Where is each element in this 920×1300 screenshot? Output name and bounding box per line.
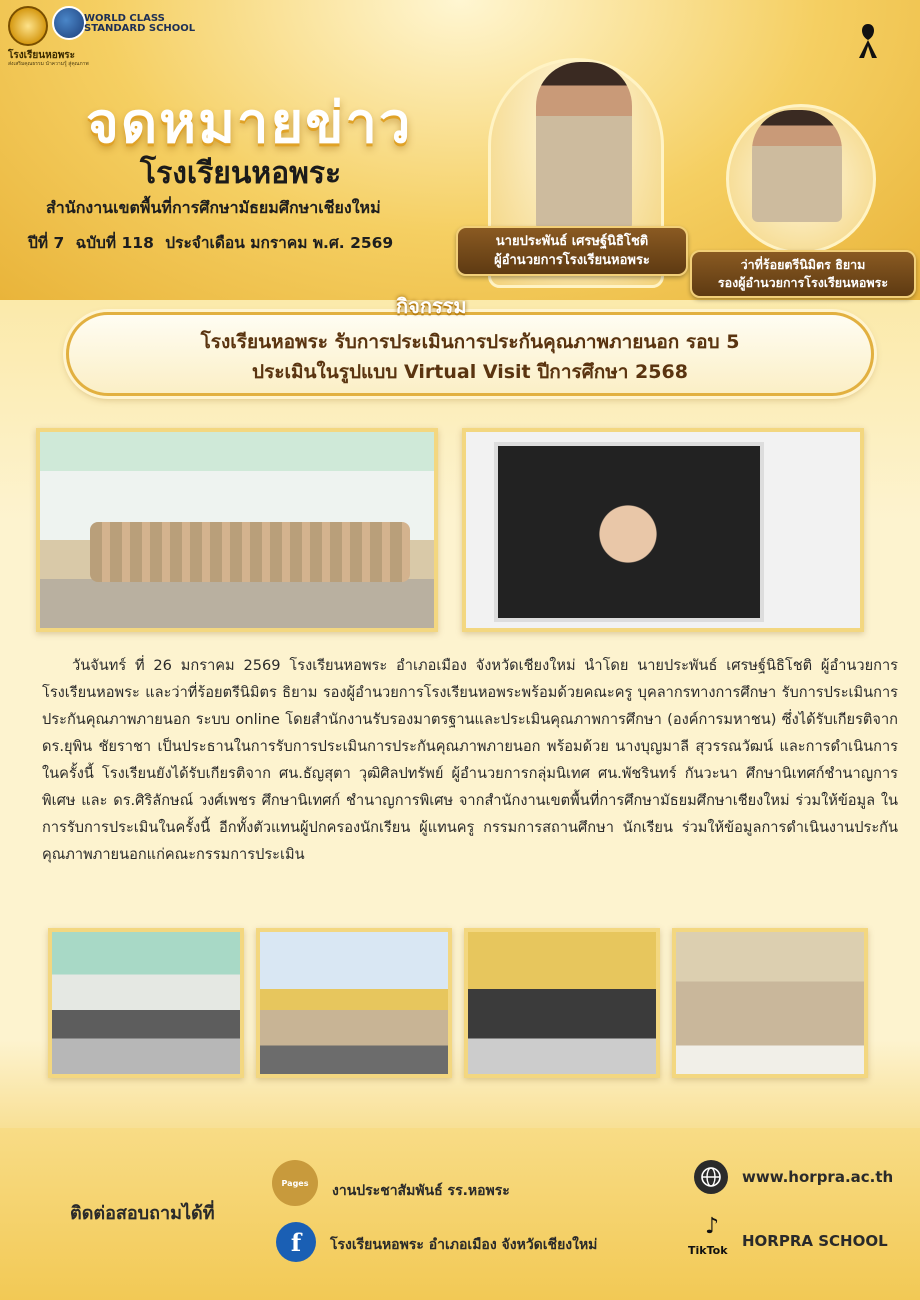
- staff-group: [90, 522, 410, 582]
- tiktok-link[interactable]: HORPRA SCHOOL: [742, 1232, 888, 1250]
- website-link[interactable]: www.horpra.ac.th: [742, 1168, 894, 1186]
- headline-line-2: ประเมินในรูปแบบ Virtual Visit ปีการศึกษา 2568: [252, 361, 688, 383]
- issue-period: ประจำเดือน มกราคม พ.ศ. 2569: [165, 234, 394, 252]
- director-position: ผู้อำนวยการโรงเรียนหอพระ: [494, 253, 650, 268]
- meeting-room-photo: [48, 928, 244, 1078]
- newsletter-title: จดหมายข่าว: [86, 91, 413, 156]
- video-call-participant: [568, 486, 688, 606]
- office-name: สำนักงานเขตพื้นที่การศึกษามัธยมศึกษาเชียงใหม่: [46, 198, 381, 217]
- evaluators-photo: [464, 928, 660, 1078]
- article-body: วันจันทร์ ที่ 26 มกราคม 2569 โรงเรียนหอพระ อำเภอเมือง จังหวัดเชียงใหม่ นำโดย นายประพันธ์ เศรษฐ์นิธิโชติ ผู้อำนวยการโรงเรียนหอพระ และว่าที่ร้อยตรีนิมิตร ธิยาม รองผู้อำนวยการโรงเรียนหอพระพร้อมด้วยคณะครู บุคลากรทางการศึกษา รับการประเมินการประกันคุณภาพภายนอก ระบบ online โดยสำนักงานรับรองมาตรฐานและประเมินคุณภาพการศึกษา (องค์การมหาชน) ซึ่งได้รับเกียรติจาก ดร.ยุพิน ชัยราชา เป็นประธานในการรับการประเมินการประกันคุณภาพภายนอก พร้อมด้วย นางบุญมาลี สุวรรณวัฒน์ และการดำเนินการในครั้งนี้ โรงเรียนยังได้รับเกียรติจาก ศน.ธัญสุตา วุฒิศิลปทรัพย์ ผู้อำนวยการกลุ่มนิเทศ ศน.พัชรินทร์ กันวะนา ศึกษานิเทศก์ชำนาญการพิเศษ และ ดร.ศิริลักษณ์ วงศ์เพชร ศึกษานิเทศก์ ชำนาญการพิเศษ จากสำนักงานเขตพื้นที่การศึกษามัธยมศึกษาเชียงใหม่ ร่วมให้ข้อมูล ในการรับการประเมินในครั้งนี้ อีกทั้งตัวแทนผู้ปกครองนักเรียน ผู้แทนครู กรรมการสถานศึกษา นักเรียน ร่วมให้ข้อมูลการดำเนินงานประกันคุณภาพภายนอกแก่คณะกรรมการประเมิน: [42, 657, 898, 863]
- pages-link[interactable]: งานประชาสัมพันธ์ รร.หอพระ: [332, 1183, 510, 1199]
- presentation-photo: [256, 928, 452, 1078]
- section-label: กิจกรรม: [396, 294, 467, 318]
- globe-icon[interactable]: [694, 1160, 728, 1194]
- group-photo: [36, 428, 438, 632]
- world-class-logo: [52, 6, 86, 40]
- projector-screen-image: [466, 432, 860, 628]
- issue-line: [28, 230, 399, 255]
- deputy-name: ว่าที่ร้อยตรีนิมิตร ธิยาม: [740, 257, 866, 272]
- school-title: โรงเรียนหอพระ: [140, 156, 342, 191]
- headline-line-1: โรงเรียนหอพระ รับการประเมินการประกันคุณภาพภายนอก รอบ 5: [200, 331, 740, 353]
- world-class-label: [84, 14, 195, 34]
- tiktok-icon[interactable]: ♪: [704, 1214, 720, 1239]
- tiktok-label: TikTok: [688, 1244, 728, 1257]
- contact-label: ติดต่อสอบถามได้ที่: [70, 1203, 215, 1224]
- issue-number: ฉบับที่ 118: [75, 234, 154, 252]
- director-name-tag: [456, 226, 688, 276]
- logo-school-name: โรงเรียนหอพระ: [8, 50, 76, 61]
- director-name: นายประพันธ์ เศรษฐ์นิธิโชติ: [495, 234, 649, 249]
- mourning-ribbon-icon: [856, 22, 880, 60]
- deputy-position: รองผู้อำนวยการโรงเรียนหอพระ: [717, 275, 889, 290]
- pages-icon-label: Pages: [281, 1178, 309, 1188]
- director-photo: [536, 62, 632, 230]
- wcs-line-2: STANDARD SCHOOL: [84, 23, 196, 34]
- logo-tagline: ส่งเสริมคุณธรรม นำความรู้ สู่คุณภาพ: [8, 61, 89, 67]
- virtual-visit-photo: [462, 428, 864, 632]
- projector-screen: [494, 442, 764, 622]
- facebook-icon[interactable]: f: [276, 1222, 316, 1262]
- staff-meeting-photo: [672, 928, 868, 1078]
- activity-headline-banner: [66, 312, 874, 396]
- wcs-line-1: WORLD CLASS: [84, 13, 165, 24]
- facebook-link[interactable]: โรงเรียนหอพระ อำเภอเมือง จังหวัดเชียงใหม่: [330, 1237, 598, 1253]
- deputy-name-tag: [690, 250, 916, 298]
- issue-year: ปีที่ 7: [28, 234, 65, 252]
- pages-icon[interactable]: [272, 1160, 318, 1206]
- group-photo-image: [40, 432, 434, 628]
- globe-glyph: [700, 1166, 722, 1188]
- deputy-photo: [752, 110, 842, 222]
- school-logo: [8, 6, 48, 46]
